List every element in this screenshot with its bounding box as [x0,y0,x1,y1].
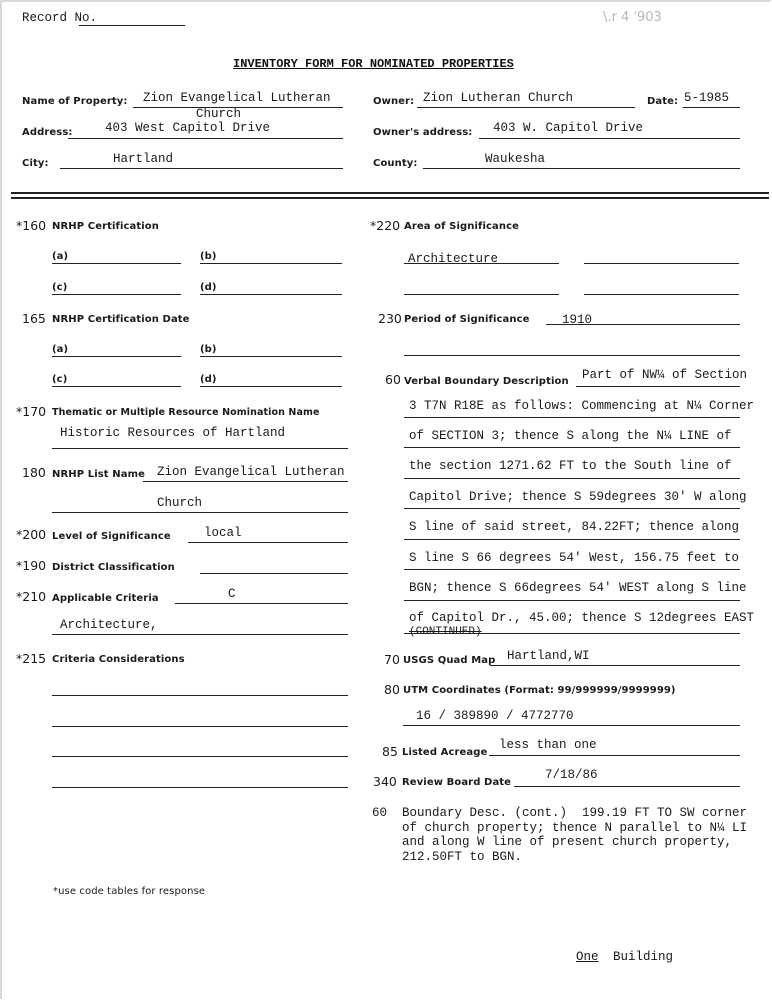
area-of-significance-field-3[interactable] [404,294,559,295]
cert-date-a-field[interactable] [52,356,181,357]
review-board-date-label: Review Board Date [402,777,512,788]
boundary-field-4[interactable] [404,478,740,479]
field-160-code: *160 [16,218,47,233]
period-of-significance-field-2[interactable] [404,355,740,356]
cert-b-label: (b) [200,251,217,262]
cert-date-c-field[interactable] [52,386,181,387]
applicable-criteria-field-2[interactable] [52,634,348,635]
nrhp-certification-date-label: NRHP Certification Date [52,314,190,325]
cert-date-b-field[interactable] [200,356,342,357]
boundary-line-5: Capitol Drive; thence S 59degrees 30' W along [409,490,747,504]
address-label: Address: [22,127,73,138]
applicable-criteria-value-2: Architecture, [60,618,158,632]
field-165-code: 165 [22,311,46,326]
field-70-code: 70 [384,652,400,667]
usgs-quad-map-value: Hartland,WI [507,649,590,663]
utm-coordinates-value: 16 / 389890 / 4772770 [416,709,574,723]
field-180-code: 180 [22,465,46,480]
listed-acreage-label: Listed Acreage [402,747,488,758]
boundary-cont-line: 212.50FT to BGN. [402,849,523,864]
district-classification-field[interactable] [200,573,348,574]
cert-c-label: (c) [52,282,68,293]
boundary-field-5[interactable] [404,508,740,509]
record-no-field[interactable] [79,25,185,26]
section-divider-top [11,192,769,194]
building-count: One [576,950,599,964]
county-field[interactable] [423,168,740,169]
area-of-significance-field-1[interactable] [404,263,559,264]
criteria-considerations-field-2[interactable] [52,726,348,727]
period-of-significance-label: Period of Significance [404,314,530,325]
address-field[interactable] [68,138,343,139]
level-of-significance-label: Level of Significance [52,531,171,542]
boundary-field-3[interactable] [404,447,740,448]
thematic-nomination-field[interactable] [52,448,348,449]
boundary-line-3: of SECTION 3; thence S along the N¼ LINE of [409,429,732,443]
boundary-cont-line: of church property; thence N parallel to N¼ LI [402,820,748,835]
boundary-line-1: Part of NW¼ of Section [582,368,748,382]
owner-label: Owner: [373,96,415,107]
boundary-cont-line: and along W line of present church property, [402,835,733,849]
listed-acreage-field[interactable] [489,755,740,756]
nrhp-list-name-label: NRHP List Name [52,469,145,480]
date-value: 5-1985 [684,91,730,105]
nrhp-certification-label: NRHP Certification [52,221,159,232]
field-190-code: *190 [16,558,47,573]
field-60-code: 60 [385,372,401,387]
cert-d-field[interactable] [200,294,342,295]
verbal-boundary-label: Verbal Boundary Description [404,376,569,387]
field-230-code: 230 [378,311,402,326]
applicable-criteria-field[interactable] [175,603,348,604]
owners-address-value: 403 W. Capitol Drive [493,121,644,135]
area-of-significance-field-4[interactable] [584,294,739,295]
cert-a-field[interactable] [52,263,181,264]
owners-address-label: Owner's address: [373,127,473,138]
field-170-code: *170 [16,404,47,419]
field-80-code: 80 [384,682,400,697]
owner-value: Zion Lutheran Church [423,91,574,105]
boundary-field-9[interactable] [404,633,740,634]
area-of-significance-value-1: Architecture [408,252,499,266]
period-of-significance-value: 1910 [562,313,593,327]
utm-coordinates-field[interactable] [403,725,740,726]
resource-type: Building [613,950,674,964]
city-label: City: [22,158,49,169]
criteria-considerations-field-1[interactable] [52,695,348,696]
boundary-cont-line: Boundary Desc. (cont.) 199.19 FT TO SW corner [402,806,748,820]
thematic-nomination-label: Thematic or Multiple Resource Nomination Name [52,407,320,418]
name-of-property-label: Name of Property: [22,96,128,107]
criteria-considerations-field-4[interactable] [52,787,348,788]
date-label: Date: [647,96,679,107]
nrhp-list-name-line1: Zion Evangelical Lutheran [157,465,345,479]
archive-stamp: \.r 4 ˈ903 [603,10,662,25]
form-title: INVENTORY FORM FOR NOMINATED PROPERTIES [233,57,514,71]
property-name-line1: Zion Evangelical Lutheran [143,91,331,105]
section-divider-bottom [11,197,769,199]
boundary-continued-note: (CONTINUED) [409,626,482,638]
owners-address-field[interactable] [479,138,740,139]
boundary-cont-text [402,806,747,864]
field-340-code: 340 [373,774,397,789]
boundary-field-8[interactable] [404,600,740,601]
cert-a-label: (a) [52,251,69,262]
boundary-field-2[interactable] [404,417,740,418]
city-field[interactable] [60,168,343,169]
applicable-criteria-label: Applicable Criteria [52,593,159,604]
nrhp-list-name-field[interactable] [143,481,348,482]
period-of-significance-field[interactable] [546,324,740,325]
review-board-date-value: 7/18/86 [545,768,598,782]
property-name-line2: Church [196,107,242,121]
area-of-significance-label: Area of Significance [404,221,520,232]
criteria-considerations-field-3[interactable] [52,756,348,757]
cert-date-d-field[interactable] [200,386,342,387]
field-215-code: *215 [16,651,47,666]
boundary-field-1[interactable] [576,386,740,387]
level-of-significance-value: local [204,526,242,540]
review-board-date-field[interactable] [514,786,740,787]
cert-c-field[interactable] [52,294,181,295]
thematic-nomination-value: Historic Resources of Hartland [60,426,286,440]
cert-d-label: (d) [200,282,217,293]
owner-field[interactable] [417,107,635,108]
field-200-code: *200 [16,527,47,542]
field-85-code: 85 [382,744,398,759]
level-of-significance-field[interactable] [188,542,348,543]
boundary-cont-code: 60 [372,806,388,820]
city-value: Hartland [113,152,174,166]
applicable-criteria-value: C [228,587,236,601]
boundary-line-6: S line of said street, 84.22FT; thence along [409,520,740,534]
county-label: County: [373,158,418,169]
boundary-field-7[interactable] [404,569,740,570]
usgs-quad-map-field[interactable] [490,665,740,666]
date-field[interactable] [683,107,740,108]
area-of-significance-field-2[interactable] [584,263,739,264]
county-value: Waukesha [485,152,546,166]
boundary-line-2: 3 T7N R18E as follows: Commencing at N¼ Corner [409,399,755,413]
field-220-code: *220 [370,218,401,233]
boundary-line-8: BGN; thence S 66degrees 54' WEST along S line [409,581,747,595]
boundary-line-9: of Capitol Dr., 45.00; thence S 12degrees EAST [409,611,755,625]
boundary-field-6[interactable] [404,539,740,540]
district-classification-label: District Classification [52,562,175,573]
footnote: *use code tables for response [53,886,206,897]
field-210-code: *210 [16,589,47,604]
boundary-line-4: the section 1271.62 FT to the South line of [409,459,732,473]
nrhp-list-name-field-2[interactable] [52,512,348,513]
boundary-line-7: S line S 66 degrees 54' West, 156.75 feet to [409,551,740,565]
cert-date-b-label: (b) [200,344,217,355]
cert-date-a-label: (a) [52,344,69,355]
utm-coordinates-label: UTM Coordinates (Format: 99/999999/9999999) [403,685,676,696]
listed-acreage-value: less than one [499,738,597,752]
usgs-quad-map-label: USGS Quad Map [403,655,496,666]
address-value: 403 West Capitol Drive [105,121,271,135]
cert-date-c-label: (c) [52,374,68,385]
nrhp-list-name-line2: Church [157,496,203,510]
cert-b-field[interactable] [200,263,342,264]
record-no-label: Record No. [22,11,98,25]
cert-date-d-label: (d) [200,374,217,385]
criteria-considerations-label: Criteria Considerations [52,654,185,665]
